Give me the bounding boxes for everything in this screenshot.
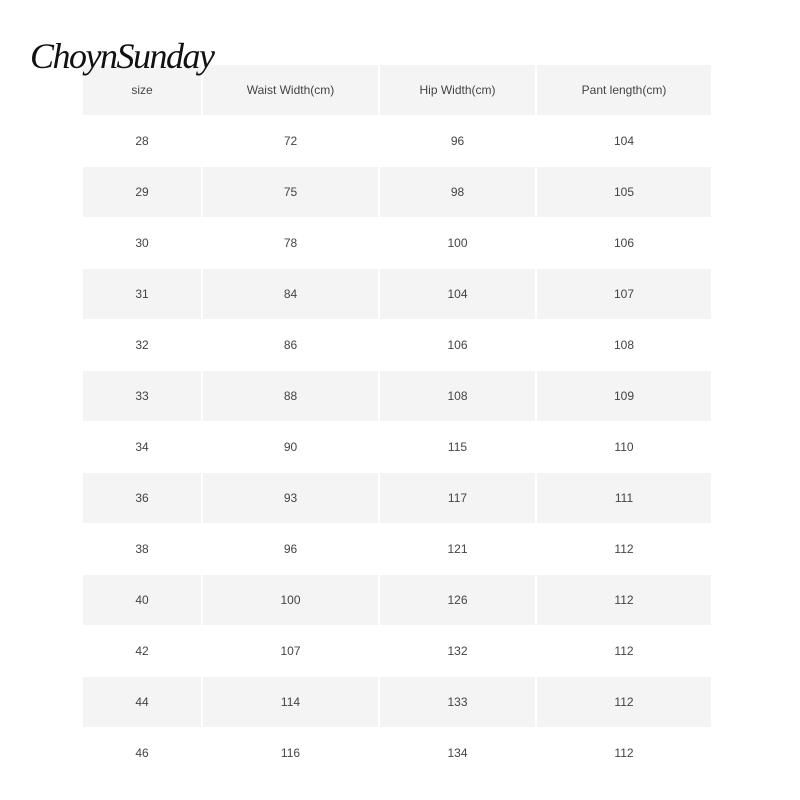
cell-size: 32 (83, 320, 203, 371)
cell-size: 31 (83, 269, 203, 320)
cell-waist-width: 86 (203, 320, 380, 371)
table-row (83, 626, 711, 677)
cell-waist-width: 96 (203, 524, 380, 575)
header-waist-width: Waist Width(cm) (203, 65, 380, 116)
cell-waist-width: 116 (203, 728, 380, 779)
cell-size: 34 (83, 422, 203, 473)
cell-hip-width: 98 (380, 167, 537, 218)
cell-hip-width: 115 (380, 422, 537, 473)
cell-pant-length: 112 (537, 575, 711, 626)
cell-waist-width: 100 (203, 575, 380, 626)
cell-pant-length: 112 (537, 728, 711, 779)
cell-size: 36 (83, 473, 203, 524)
cell-size: 29 (83, 167, 203, 218)
table-row (83, 728, 711, 779)
cell-hip-width: 132 (380, 626, 537, 677)
table-row (83, 269, 711, 320)
cell-size: 28 (83, 116, 203, 167)
cell-waist-width: 90 (203, 422, 380, 473)
cell-size: 38 (83, 524, 203, 575)
cell-pant-length: 108 (537, 320, 711, 371)
cell-waist-width: 88 (203, 371, 380, 422)
cell-hip-width: 106 (380, 320, 537, 371)
cell-pant-length: 104 (537, 116, 711, 167)
cell-hip-width: 96 (380, 116, 537, 167)
table-row (83, 677, 711, 728)
cell-pant-length: 109 (537, 371, 711, 422)
cell-waist-width: 84 (203, 269, 380, 320)
cell-hip-width: 100 (380, 218, 537, 269)
table-row (83, 320, 711, 371)
cell-size: 30 (83, 218, 203, 269)
cell-pant-length: 110 (537, 422, 711, 473)
brand-logo: ChoynSunday (30, 36, 214, 76)
table-body (83, 116, 711, 779)
cell-waist-width: 72 (203, 116, 380, 167)
table-row (83, 524, 711, 575)
cell-pant-length: 106 (537, 218, 711, 269)
cell-hip-width: 134 (380, 728, 537, 779)
cell-pant-length: 112 (537, 677, 711, 728)
cell-hip-width: 121 (380, 524, 537, 575)
cell-size: 46 (83, 728, 203, 779)
cell-size: 44 (83, 677, 203, 728)
table-row (83, 218, 711, 269)
header-size: size (83, 65, 203, 116)
cell-pant-length: 112 (537, 626, 711, 677)
cell-hip-width: 108 (380, 371, 537, 422)
header-hip-width: Hip Width(cm) (380, 65, 537, 116)
cell-waist-width: 107 (203, 626, 380, 677)
cell-waist-width: 75 (203, 167, 380, 218)
cell-pant-length: 105 (537, 167, 711, 218)
table-row (83, 116, 711, 167)
cell-hip-width: 133 (380, 677, 537, 728)
cell-waist-width: 78 (203, 218, 380, 269)
size-chart-table (83, 65, 711, 779)
cell-pant-length: 107 (537, 269, 711, 320)
table-row (83, 371, 711, 422)
cell-hip-width: 104 (380, 269, 537, 320)
cell-hip-width: 117 (380, 473, 537, 524)
table-row (83, 473, 711, 524)
cell-pant-length: 112 (537, 524, 711, 575)
cell-size: 42 (83, 626, 203, 677)
table-row (83, 422, 711, 473)
cell-pant-length: 111 (537, 473, 711, 524)
table-row (83, 575, 711, 626)
cell-size: 40 (83, 575, 203, 626)
header-pant-length: Pant length(cm) (537, 65, 711, 116)
cell-waist-width: 114 (203, 677, 380, 728)
cell-waist-width: 93 (203, 473, 380, 524)
cell-hip-width: 126 (380, 575, 537, 626)
table-row (83, 167, 711, 218)
cell-size: 33 (83, 371, 203, 422)
